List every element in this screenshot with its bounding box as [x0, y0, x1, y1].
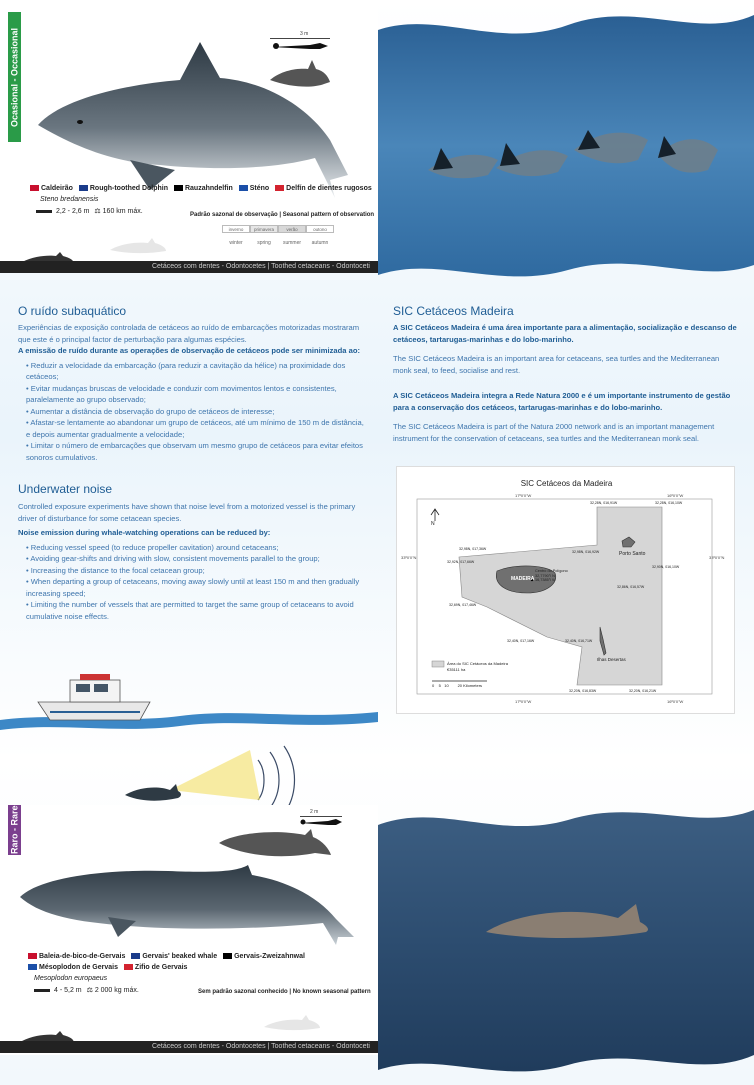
bottom-photo: [378, 790, 754, 1085]
boat-icon: [38, 674, 150, 720]
ruido-text: [18, 322, 370, 463]
weight-icon: ⚖: [86, 987, 93, 994]
name-es: Zifio de Gervais: [134, 964, 188, 971]
point-3: 32,98N, 017,36W: [459, 547, 487, 551]
name-de: Gervais-Zweizahnwal: [234, 953, 305, 960]
flag-en-icon: [79, 185, 88, 191]
footer-strip: Cetáceos com dentes - Odontocetes | Toothed cetaceans - Odontoceti: [0, 261, 378, 273]
name-fr: Sténo: [249, 185, 270, 192]
species-card-rough-toothed-dolphin: [0, 0, 378, 273]
north-arrow-icon: N: [431, 521, 435, 527]
sic-p1-pt: A SIC Cetáceos Madeira é uma área importante para a alimentação, socialização e descanso de cetáceos, tartarugas-marinhas e do lobo-marinho.: [393, 323, 737, 344]
rough-toothed-dolphin-illustration: [30, 30, 360, 205]
map-scale-ticks: 0 5 10 20 Kilometers: [432, 683, 483, 688]
length-icon: [36, 210, 52, 213]
heading-sic: SIC Cetáceos Madeira: [393, 304, 514, 318]
top-photo: [378, 0, 754, 285]
dolphin-silhouette-icon: [268, 60, 332, 94]
map-drawing: [397, 467, 736, 715]
lon-bottom-left: 17º0'0"W: [515, 699, 532, 704]
beaked-whale-photo: [378, 790, 754, 1085]
noise-item-3: • Increasing the distance to the focal cetacean group;: [26, 565, 205, 575]
category-label: Raro - Rare: [9, 805, 20, 855]
point-6: 32,90N, 016,10W: [652, 565, 680, 569]
ghost-dolphin-icon: [108, 238, 168, 256]
ruido-item-5: • Limitar o número de embarcações que observam um mesmo grupo de cetáceos para evitar efeitos sonoros cumulativos.: [26, 441, 363, 462]
season-en-winter: winter: [229, 240, 243, 246]
noise-item-1: • Reducing vessel speed (to reduce propeller cavitation) around cetaceans;: [26, 542, 279, 552]
point-9: 32,40N, 017,16W: [507, 639, 535, 643]
flag-fr-icon: [239, 185, 248, 191]
season-note: Sem padrão sazonal conhecido | No known seasonal pattern: [198, 989, 371, 995]
name-en: Gervais' beaked whale: [142, 953, 218, 960]
noise-item-5: • Limiting the number of vessels that are permitted to target the same group of cetaceans to avoid cumulative noise effects.: [26, 600, 354, 621]
weight-icon: ⚖: [94, 208, 101, 215]
season-labels-en: [222, 240, 334, 246]
map-title: SIC Cetáceos da Madeira: [520, 479, 613, 488]
label-desertas: Ilhas Desertas: [597, 657, 626, 662]
ruido-item-1: • Reduzir a velocidade da embarcação (para reduzir a cavitação da hélice) na proximidade dos cetáceos;: [26, 360, 346, 381]
flag-en-icon: [131, 953, 140, 959]
sic-map: [396, 466, 735, 714]
heading-underwater-noise: Underwater noise: [18, 482, 113, 496]
season-title: Padrão sazonal de observação | Seasonal pattern of observation: [190, 212, 375, 218]
lon-top-right: 16º0'0"W: [667, 493, 684, 498]
name-en: Rough-toothed Dolphin: [89, 185, 169, 192]
noise-text: [18, 501, 370, 622]
ruido-lead: A emissão de ruído durante as operações de observação de cetáceos pode ser minimizada ao:: [18, 346, 360, 355]
point-1: 32,28N, 016,91W: [590, 501, 618, 505]
point-8: 32,69N, 017,46W: [449, 603, 477, 607]
point-2: 32,28N, 016,10W: [655, 501, 683, 505]
flag-es-icon: [275, 185, 284, 191]
species-card-gervais-beaked-whale: [0, 805, 378, 1055]
legend-label: Área do SIC Cetáceos da Madeira: [447, 661, 508, 666]
sound-cone-icon: [170, 750, 260, 800]
ruido-item-3: • Aumentar a distância de observação do grupo de cetáceos de interesse;: [26, 406, 275, 416]
sic-p2-pt: A SIC Cetáceos Madeira integra a Rede Natura 2000 e é um importante instrumento de gestão para a conservação dos cetáceos, tartarugas-marinhas e do lobo-marinho.: [393, 391, 731, 412]
sound-wave-icon: [258, 746, 295, 810]
season-winter: inverno: [222, 225, 250, 233]
name-es: Delfín de dientes rugosos: [286, 185, 372, 192]
scientific-name: Mesoplodon europaeus: [34, 975, 108, 982]
label-porto-santo: Porto Santo: [619, 551, 646, 557]
lat-left: 33º0'0"N: [401, 555, 417, 560]
point-5: 32,92N, 017,66W: [447, 560, 475, 564]
name-pt: Baleia-de-bico-de-Gervais: [39, 953, 126, 960]
heading-ruido: O ruído subaquático: [18, 304, 127, 318]
footer-strip: Cetáceos com dentes - Odontocetes | Toothed cetaceans - Odontoceti: [0, 1041, 378, 1053]
season-en-spring: spring: [257, 240, 271, 246]
gervais-beaked-whale-illustration: [18, 857, 358, 947]
season-en-summer: summer: [282, 240, 302, 246]
season-summer: verão: [278, 225, 306, 233]
lon-top-left: 17º0'0"W: [515, 493, 532, 498]
ruido-item-4: • Afastar-se lentamente ao abandonar um grupo de cetáceos, até um mínimo de 150 m de distância, e depois aumentar gradualmente a velocidade;: [26, 418, 364, 439]
legend-area: €35111 ha: [447, 667, 466, 672]
common-names: [26, 183, 372, 194]
point-10: 32,40N, 016,71W: [565, 639, 593, 643]
small-dolphin-icon: [125, 784, 181, 801]
point-11: 32,20N, 016,83W: [569, 689, 597, 693]
sic-text: [393, 322, 738, 444]
sic-p2-en: The SIC Cetáceos Madeira is part of the Natura 2000 network and is an important management instrument for the conservation of cetaceans, sea turtles and the Mediterranean monk seal.: [393, 422, 715, 443]
measurements: [36, 207, 143, 215]
point-4: 32,98N, 016,92W: [572, 550, 600, 554]
flag-pt-icon: [28, 953, 37, 959]
point-12: 32,20N, 016,21W: [629, 689, 657, 693]
season-autumn: outono: [306, 225, 334, 233]
measurements: [34, 986, 139, 994]
flag-de-icon: [223, 953, 232, 959]
flag-es-icon: [124, 964, 133, 970]
name-pt: Caldeirão: [41, 185, 73, 192]
length-value: 2,2 - 2,6 m: [56, 208, 90, 215]
ruido-item-2: • Evitar mudanças bruscas de velocidade e conduzir com movimentos lentos e consistentes, paralelamente ao grupo observado;: [26, 383, 337, 404]
noise-intro: Controlled exposure experiments have shown that noise level from a motorized vessel is the primary driver of disturbance for some cetacean species.: [18, 502, 356, 523]
boat-noise-illustration: [0, 650, 378, 810]
scientific-name: Steno bredanensis: [40, 196, 99, 203]
centroid-coords: 32,7790°l N 16,7385°l W: [535, 574, 556, 582]
common-names: [24, 951, 305, 973]
dolphins-photo: [378, 0, 754, 285]
noise-item-4: • When departing a group of cetaceans, moving away slowly until at least 150 m and then gradually increasing speed;: [26, 577, 360, 598]
scale-line: [270, 38, 330, 39]
sic-p1-en: The SIC Cetáceos Madeira is an important area for cetaceans, sea turtles and the Mediterranean monk seal, to feed, socialise and rest.: [393, 354, 720, 375]
category-label: Ocasional - Occasional: [8, 12, 21, 142]
noise-lead: Noise emission during whale-watching operations can be reduced by:: [18, 528, 271, 537]
ghost-dolphin-icon: [262, 1015, 322, 1033]
name-fr: Mésoplodon de Gervais: [39, 964, 118, 971]
noise-item-2: • Avoiding gear-shifts and driving with slow, consistent movements parallel to the group;: [26, 554, 320, 563]
point-7: 32,86N, 016,57W: [617, 585, 645, 589]
season-en-autumn: autumn: [311, 240, 329, 246]
label-madeira: MADEIRA: [511, 576, 535, 582]
season-bar: [222, 225, 334, 233]
flag-fr-icon: [28, 964, 37, 970]
flag-pt-icon: [30, 185, 39, 191]
weight-value: 2 000 kg máx.: [94, 987, 139, 994]
weight-value: 160 km máx.: [102, 208, 143, 215]
length-icon: [34, 989, 50, 992]
lat-right: 33º0'0"N: [709, 555, 725, 560]
length-value: 4 - 5,2 m: [54, 987, 82, 994]
flag-de-icon: [174, 185, 183, 191]
season-spring: primavera: [250, 225, 278, 233]
scale-label: 2 m: [310, 809, 319, 815]
centroid-label: Centro do Polígono: [535, 569, 568, 573]
name-de: Rauzahndelfin: [184, 185, 233, 192]
lon-bottom-right: 16º0'0"W: [667, 699, 684, 704]
scale-label: 3 m: [300, 31, 309, 37]
ruido-intro: Experiências de exposição controlada de cetáceos ao ruído de embarcações motorizadas mostraram que este é o principal factor de perturbação para algumas espécies.: [18, 323, 360, 344]
diver-icon: [270, 40, 330, 54]
